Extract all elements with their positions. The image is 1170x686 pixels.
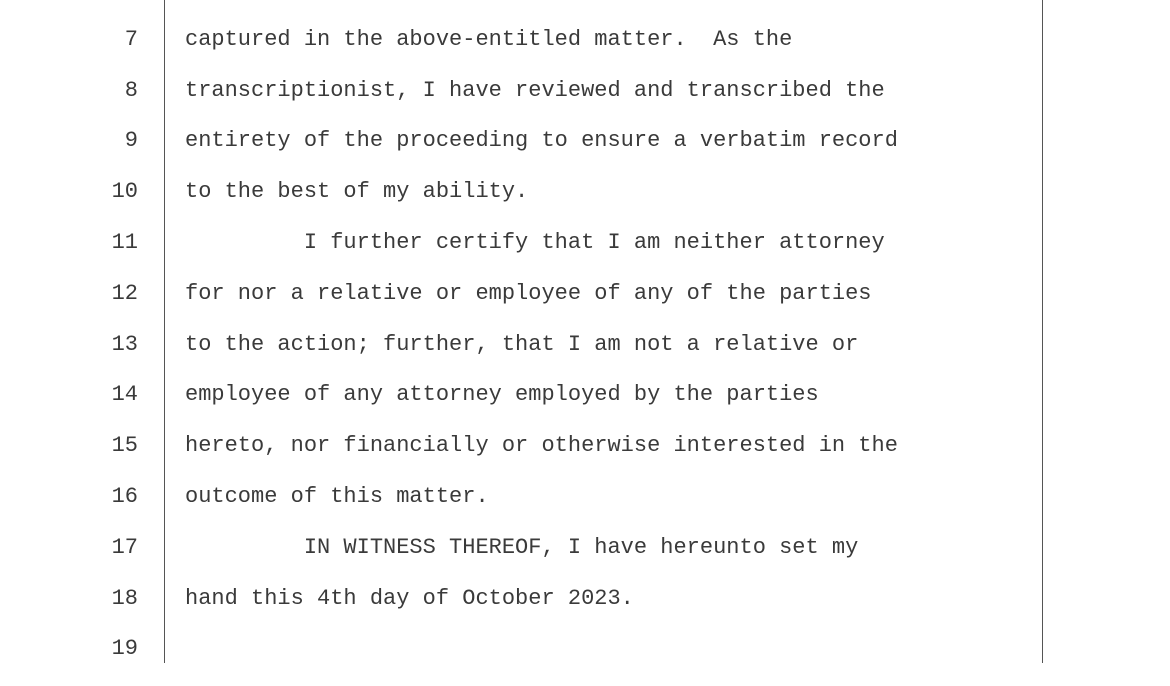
- transcript-line: [0, 230, 1170, 280]
- line-number: 16: [111, 484, 138, 509]
- line-text: outcome of this matter.: [185, 484, 489, 509]
- transcript-line: [0, 484, 1170, 534]
- transcript-line: [0, 78, 1170, 128]
- line-number: 7: [124, 27, 138, 52]
- line-number: 9: [124, 128, 138, 153]
- transcript-line: [0, 535, 1170, 585]
- line-text: IN WITNESS THEREOF, I have hereunto set my: [185, 535, 859, 560]
- line-number: 18: [111, 586, 138, 611]
- line-text: to the best of my ability.: [185, 179, 529, 204]
- line-text: employee of any attorney employed by the parties: [185, 382, 819, 407]
- transcript-line: [0, 332, 1170, 382]
- line-text: for nor a relative or employee of any of the parties: [185, 281, 872, 306]
- line-text: hereto, nor financially or otherwise interested in the: [185, 433, 898, 458]
- transcript-line: [0, 179, 1170, 229]
- line-number: 12: [111, 281, 138, 306]
- line-number: 10: [111, 179, 138, 204]
- line-text: entirety of the proceeding to ensure a verbatim record: [185, 128, 898, 153]
- line-text: transcriptionist, I have reviewed and transcribed the: [185, 78, 885, 103]
- transcript-line: [0, 128, 1170, 178]
- transcript-line: [0, 433, 1170, 483]
- line-number: 11: [111, 230, 138, 255]
- line-number: 19: [111, 636, 138, 661]
- line-number: 17: [111, 535, 138, 560]
- line-number: 14: [111, 382, 138, 407]
- line-text: captured in the above-entitled matter. As the: [185, 27, 793, 52]
- line-number: 15: [111, 433, 138, 458]
- line-number: 8: [124, 78, 138, 103]
- transcript-line: [0, 636, 1170, 686]
- line-text: to the action; further, that I am not a relative or: [185, 332, 859, 357]
- line-text: hand this 4th day of October 2023.: [185, 586, 634, 611]
- transcript-line: [0, 382, 1170, 432]
- line-text: I further certify that I am neither attorney: [185, 230, 885, 255]
- transcript-line: [0, 586, 1170, 636]
- line-number: 13: [111, 332, 138, 357]
- transcript-line: [0, 27, 1170, 77]
- transcript-line: [0, 281, 1170, 331]
